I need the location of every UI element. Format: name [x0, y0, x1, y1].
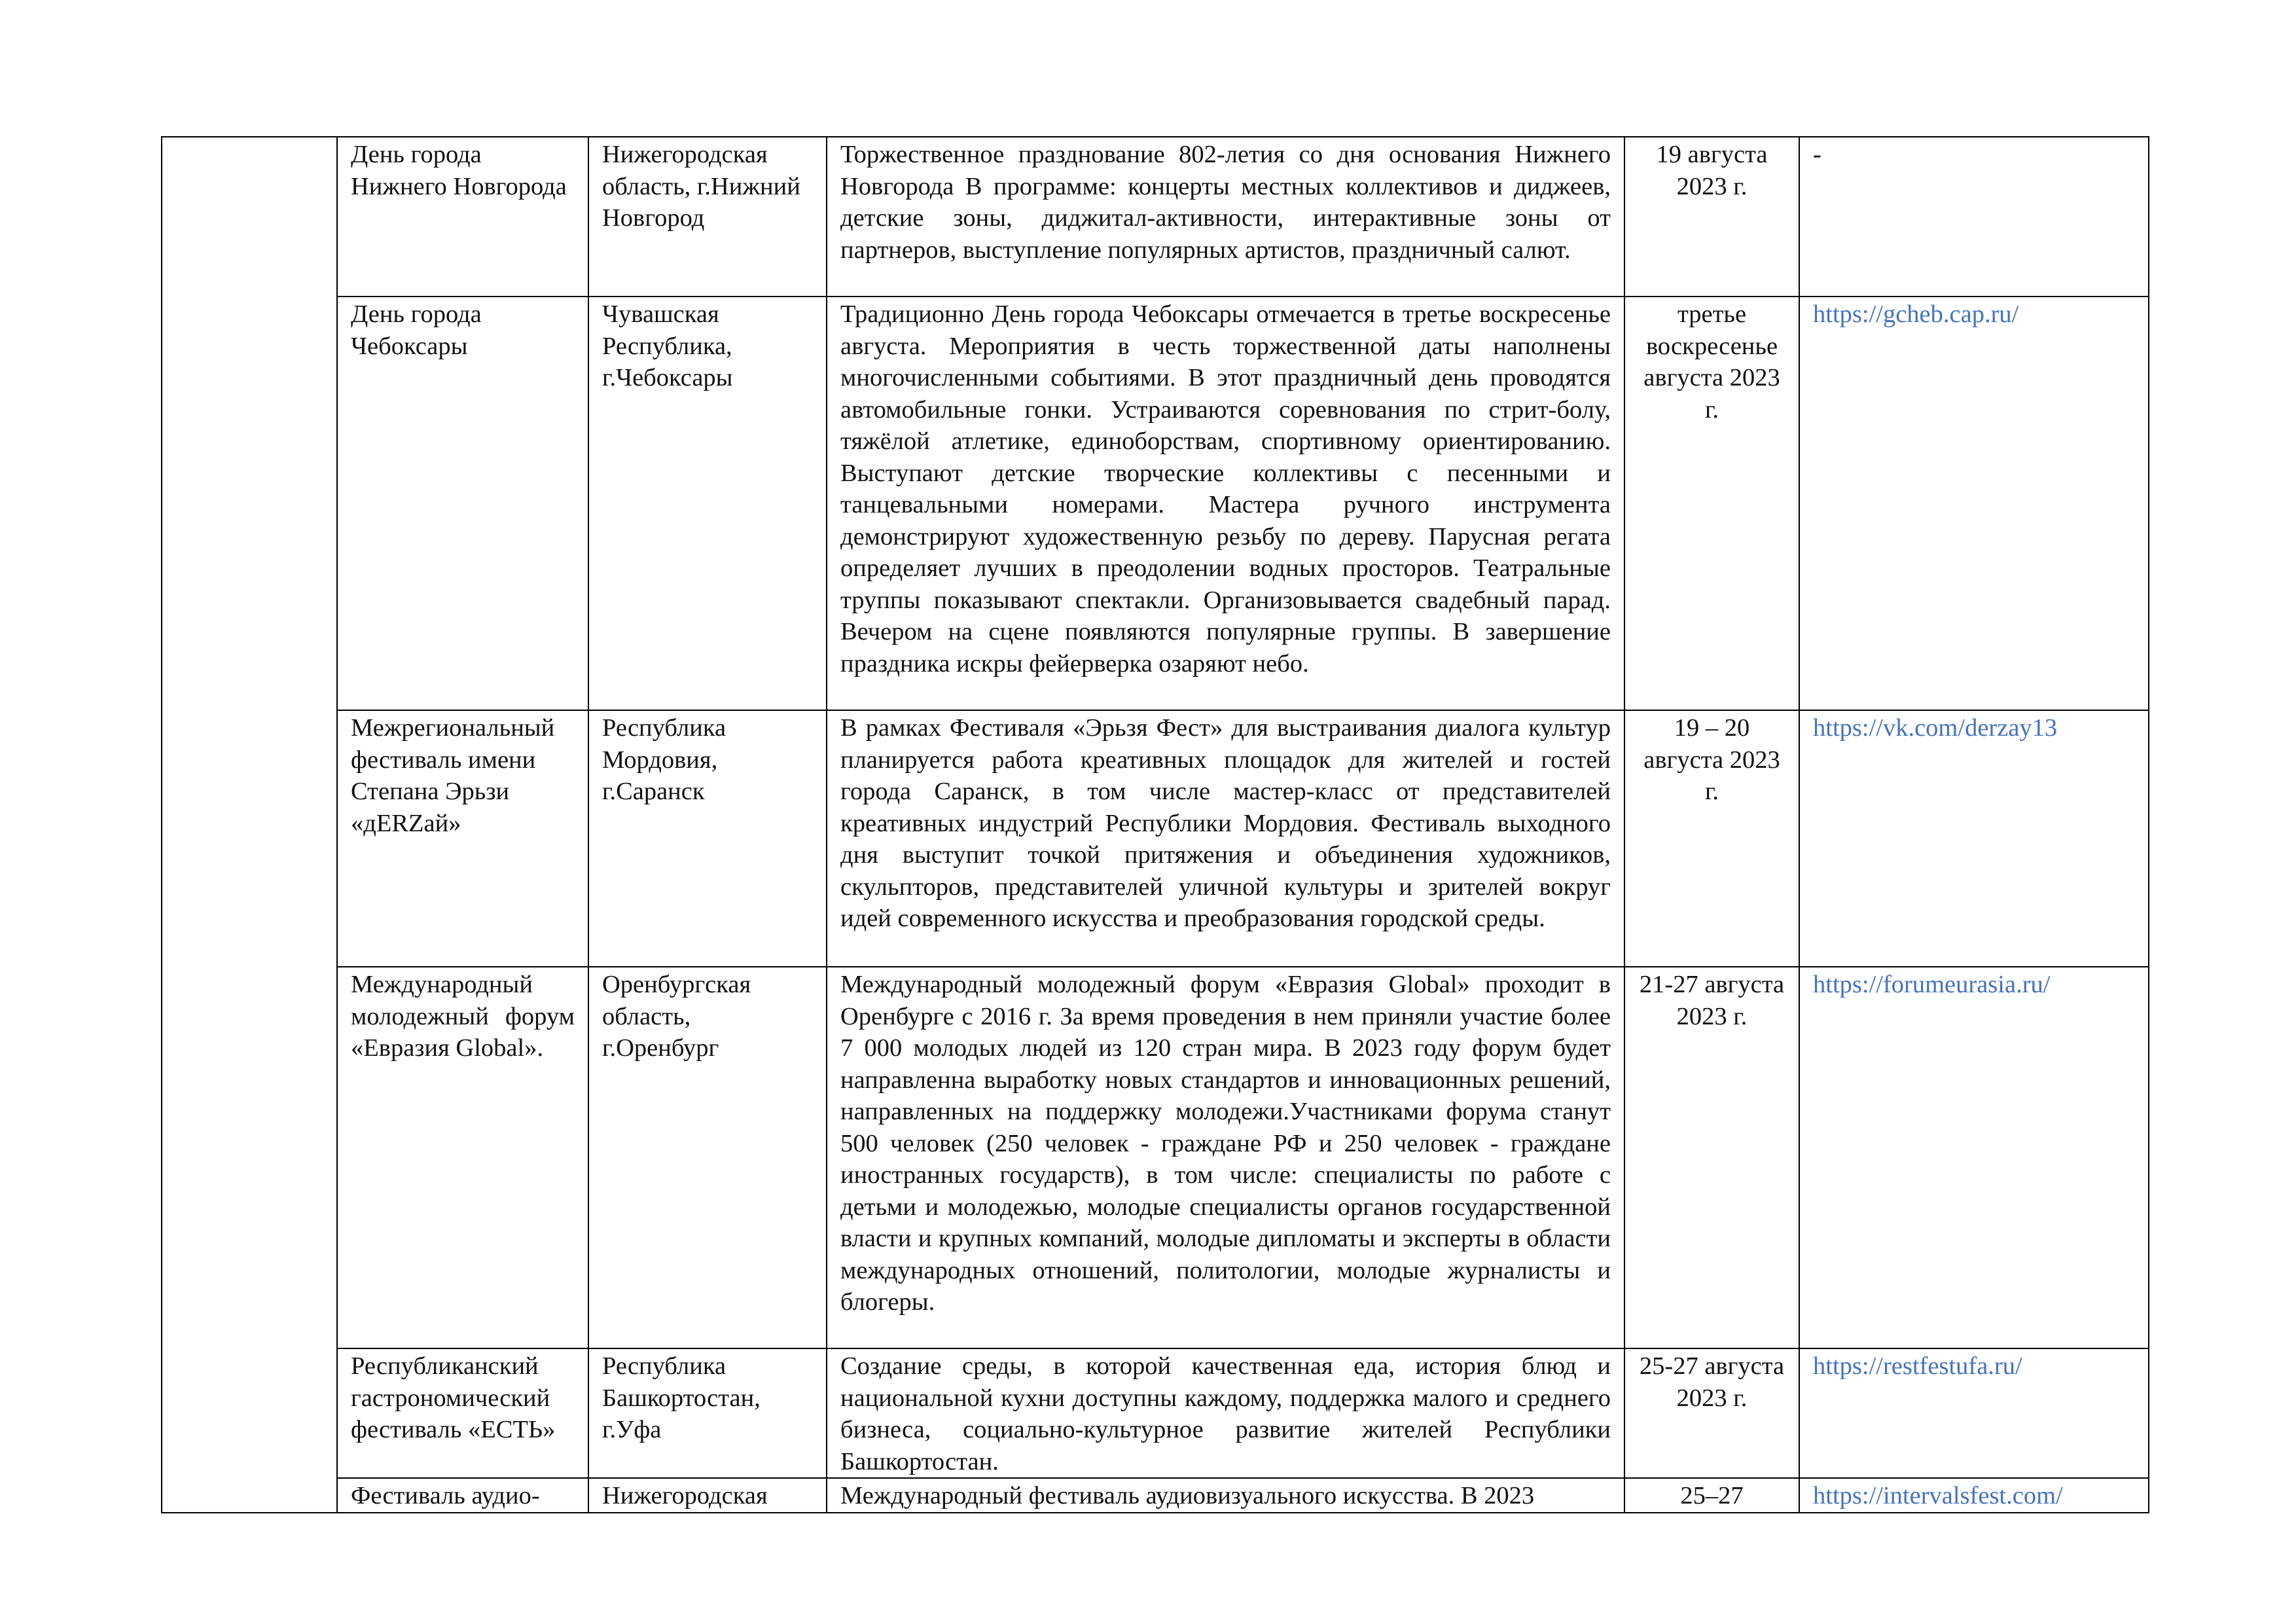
event-date-cell: третье воскресенье августа 2023 г. [1624, 297, 1799, 710]
event-link[interactable]: https://restfestufa.ru/ [1813, 1352, 2022, 1380]
event-link[interactable]: https://intervalsfest.com/ [1813, 1482, 2063, 1509]
table-row [162, 137, 2149, 297]
event-description-cell: В рамках Фестиваля «Эрьзя Фест» для выстраивания диалога культур планируется работа креативных площадок для жителей и гостей города Саранск, в том числе мастер-класс от представителей креативных индустрий Республики Мордовия. Фестиваль выходного дня выступит точкой притяжения и объединения художников, скульпторов, представителей уличной культуры и зрителей вокруг идей современного искусства и преобразования городской среды. [827, 710, 1624, 967]
event-link-cell [1799, 1478, 2149, 1513]
blank-column-cell [162, 137, 337, 1513]
event-region-cell: Оренбургская область, г.Оренбург [588, 967, 827, 1348]
event-name-cell: Межрегиональный фестиваль имени Степана Эрьзи «дERZай» [337, 710, 588, 967]
event-name-cell: Международный молодежный форум «Евразия Global». [337, 967, 588, 1348]
event-region-cell: Нижегородская [588, 1478, 827, 1513]
event-region-cell: Нижегородская область, г.Нижний Новгород [588, 137, 827, 297]
event-description-cell: Международный молодежный форум «Евразия Global» проходит в Оренбурге с 2016 г. За время проведения в нем приняли участие более 7 000 молодых людей из 120 стран мира. В 2023 году форум будет направленна выработку новых стандартов и инновационных решений, направленных на поддержку молодежи.Участниками форума станут 500 человек (250 человек - граждане РФ и 250 человек - граждане иностранных государств), в том числе: специалисты по работе с детьми и молодежью, молодые специалисты органов государственной власти и крупных компаний, молодые дипломаты и эксперты в области международных отношений, политологии, молодые журналисты и блогеры. [827, 967, 1624, 1348]
event-name-cell: День города Чебоксары [337, 297, 588, 710]
event-date-cell: 25-27 августа 2023 г. [1624, 1348, 1799, 1478]
table-row [162, 1348, 2149, 1478]
event-link-cell [1799, 967, 2149, 1348]
table-row [162, 297, 2149, 710]
table-row [162, 967, 2149, 1348]
event-region-cell: Республика Мордовия, г.Саранск [588, 710, 827, 967]
event-link[interactable]: https://forumeurasia.ru/ [1813, 971, 2051, 998]
event-link-cell [1799, 297, 2149, 710]
event-region-cell: Республика Башкортостан, г.Уфа [588, 1348, 827, 1478]
table-row [162, 710, 2149, 967]
event-date-cell: 19 августа 2023 г. [1624, 137, 1799, 297]
events-table [161, 136, 2149, 1513]
event-link[interactable]: https://gcheb.cap.ru/ [1813, 300, 2019, 328]
event-link-cell [1799, 710, 2149, 967]
event-name-cell: День города Нижнего Новгорода [337, 137, 588, 297]
event-link-cell [1799, 1348, 2149, 1478]
event-description-cell: Создание среды, в которой качественная еда, история блюд и национальной кухни доступны каждому, поддержка малого и среднего бизнеса, социально-культурное развитие жителей Республики Башкортостан. [827, 1348, 1624, 1478]
event-description-cell: Традиционно День города Чебоксары отмечается в третье воскресенье августа. Мероприятия в честь торжественной даты наполнены многочисленными событиями. В этот праздничный день проводятся автомобильные гонки. Устраиваются соревнования по стрит-болу, тяжёлой атлетике, единоборствам, спортивному ориентированию. Выступают детские творческие коллективы с песенными и танцевальными номерами. Мастера ручного инструмента демонстрируют художественную резьбу по дереву. Парусная регата определяет лучших в преодолении водных просторов. Театральные труппы показывают спектакли. Организовывается свадебный парад. Вечером на сцене появляются популярные группы. В завершение праздника искры фейерверка озаряют небо. [827, 297, 1624, 710]
event-region-cell: Чувашская Республика, г.Чебоксары [588, 297, 827, 710]
event-name-cell: Фестиваль аудио- [337, 1478, 588, 1513]
event-date-cell: 25–27 [1624, 1478, 1799, 1513]
event-link[interactable]: https://vk.com/derzay13 [1813, 714, 2058, 742]
event-description-cell: Торжественное празднование 802-летия со дня основания Нижнего Новгорода В программе: концерты местных коллективов и диджеев, детские зоны, диджитал-активности, интерактивные зоны от партнеров, выступление популярных артистов, праздничный салют. [827, 137, 1624, 297]
event-date-cell: 21-27 августа 2023 г. [1624, 967, 1799, 1348]
event-date-cell: 19 – 20 августа 2023 г. [1624, 710, 1799, 967]
table-row [162, 1478, 2149, 1513]
event-description-cell: Международный фестиваль аудиовизуального искусства. В 2023 [827, 1478, 1624, 1513]
event-link-cell: - [1799, 137, 2149, 297]
event-name-cell: Республиканский гастрономический фестиваль «ЕСТЬ» [337, 1348, 588, 1478]
